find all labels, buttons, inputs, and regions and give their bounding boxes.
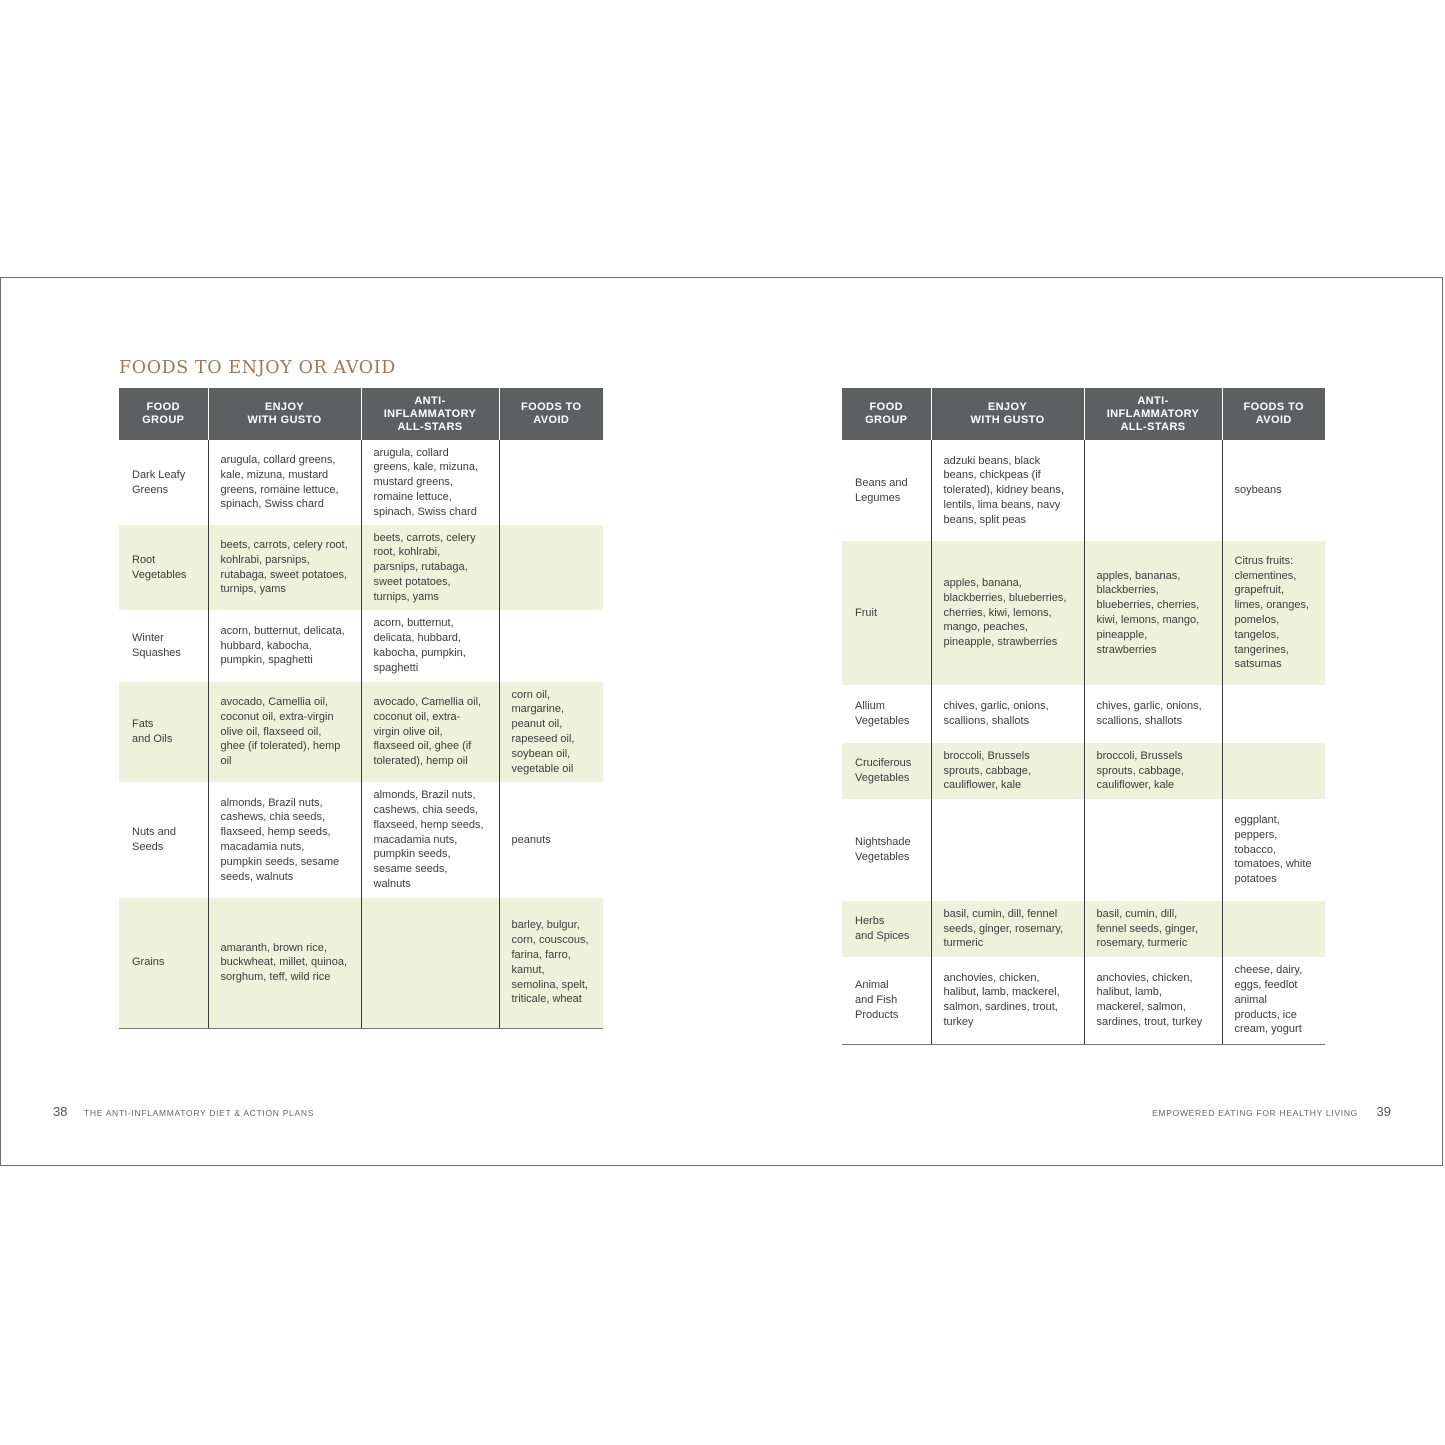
food-group-cell: Beans and Legumes [855, 476, 908, 504]
table-row [119, 898, 603, 1028]
enjoy-cell: broccoli, Brussels sprouts, cabbage, cauliflower, kale [931, 743, 1084, 799]
enjoy-cell: apples, banana, blackberries, blueberries, cherries, kiwi, lemons, mango, peaches, pineapple, strawberries [931, 541, 1084, 685]
avoid-cell: barley, bulgur, corn, couscous, farina, farro, kamut, semolina, spelt, triticale, wheat [499, 898, 603, 1028]
table-row [842, 901, 1325, 957]
food-group-cell: Dark Leafy Greens [132, 468, 186, 496]
table-row [119, 682, 603, 782]
all-stars-cell [1084, 440, 1222, 541]
table-row [119, 525, 603, 610]
food-group-cell: Nuts and Seeds [132, 826, 177, 853]
enjoy-cell: adzuki beans, black beans, chickpeas (if tolerated), kidney beans, lentils, lima beans, navy beans, split peas [931, 440, 1084, 541]
avoid-cell [499, 610, 603, 682]
enjoy-cell: acorn, butternut, delicata, hubbard, kabocha, pumpkin, spaghetti [208, 610, 361, 682]
food-group-cell: Herbs and Spices [842, 901, 931, 957]
page-number-right: 39 [1376, 1104, 1391, 1119]
all-stars-cell: acorn, butternut, delicata, hubbard, kabocha, pumpkin, spaghetti [361, 610, 499, 682]
all-stars-cell: beets, carrots, celery root, kohlrabi, parsnips, rutabaga, sweet potatoes, turnips, yams [361, 525, 499, 610]
table-row [842, 685, 1325, 743]
all-stars-cell: almonds, Brazil nuts, cashews, chia seeds, flaxseed, hemp seeds, macadamia nuts, pumpkin seeds, sesame seeds, walnuts [361, 782, 499, 898]
avoid-cell [499, 440, 603, 525]
food-group-cell: Fruit [842, 541, 931, 685]
food-group-cell: Root Vegetables [119, 525, 208, 610]
enjoy-cell: amaranth, brown rice, buckwheat, millet, quinoa, sorghum, teff, wild rice [208, 898, 361, 1028]
table-row [842, 799, 1325, 901]
header-foods-to-avoid: FOODS TO AVOID [499, 388, 603, 440]
all-stars-cell: broccoli, Brussels sprouts, cabbage, cauliflower, kale [1084, 743, 1222, 799]
page-title: FOODS TO ENJOY OR AVOID [119, 358, 396, 378]
table-row [119, 610, 603, 682]
food-group-cell: Allium Vegetables [855, 700, 910, 727]
all-stars-cell: avocado, Camellia oil, coconut oil, extra-virgin olive oil, flaxseed oil, ghee (if tolerated), hemp oil [361, 682, 499, 782]
all-stars-cell: arugula, collard greens, kale, mizuna, mustard greens, romaine lettuce, spinach, Swiss chard [361, 440, 499, 525]
header-foods-to-avoid: FOODS TO AVOID [1222, 388, 1325, 440]
header-anti-inflammatory-all-stars: ANTI- INFLAMMATORY ALL-STARS [361, 388, 499, 440]
page-number-left: 38 [53, 1104, 68, 1119]
avoid-cell [499, 525, 603, 610]
all-stars-cell: basil, cumin, dill, fennel seeds, ginger, rosemary, turmeric [1084, 901, 1222, 957]
running-title-left: THE ANTI-INFLAMMATORY DIET & ACTION PLANS [84, 1108, 315, 1118]
food-group-cell: Cruciferous Vegetables [842, 743, 931, 799]
table-header-row [119, 388, 603, 440]
table-header-row [842, 388, 1325, 440]
enjoy-cell: anchovies, chicken, halibut, lamb, mackerel, salmon, sardines, trout, turkey [931, 957, 1084, 1044]
all-stars-cell: chives, garlic, onions, scallions, shallots [1084, 685, 1222, 743]
all-stars-cell [1084, 799, 1222, 901]
avoid-cell [1222, 685, 1325, 743]
header-anti-inflammatory-all-stars: ANTI- INFLAMMATORY ALL-STARS [1084, 388, 1222, 440]
avoid-cell: peanuts [499, 782, 603, 898]
running-title-right: EMPOWERED EATING FOR HEALTHY LIVING [1152, 1108, 1358, 1118]
enjoy-cell: basil, cumin, dill, fennel seeds, ginger, rosemary, turmeric [931, 901, 1084, 957]
table-row [842, 743, 1325, 799]
header-enjoy-with-gusto: ENJOY WITH GUSTO [208, 388, 361, 440]
table-row [842, 541, 1325, 685]
food-group-cell: Winter Squashes [132, 632, 181, 659]
avoid-cell [1222, 901, 1325, 957]
enjoy-cell: beets, carrots, celery root, kohlrabi, parsnips, rutabaga, sweet potatoes, turnips, yams [208, 525, 361, 610]
avoid-cell: eggplant, peppers, tobacco, tomatoes, white potatoes [1222, 799, 1325, 901]
food-group-cell: Nightshade Vegetables [855, 836, 911, 863]
all-stars-cell: anchovies, chicken, halibut, lamb, mackerel, salmon, sardines, trout, turkey [1084, 957, 1222, 1044]
food-group-cell: Animal and Fish Products [842, 957, 931, 1044]
foods-table-right [842, 388, 1325, 1045]
all-stars-cell: apples, bananas, blackberries, blueberries, cherries, kiwi, lemons, mango, pineapple, strawberries [1084, 541, 1222, 685]
enjoy-cell [931, 799, 1084, 901]
food-group-cell: Grains [119, 898, 208, 1028]
header-food-group: FOOD GROUP [842, 388, 931, 440]
enjoy-cell: chives, garlic, onions, scallions, shallots [931, 685, 1084, 743]
table-row [119, 440, 603, 525]
table-row [119, 782, 603, 898]
food-group-cell: Fats and Oils [119, 682, 208, 782]
enjoy-cell: arugula, collard greens, kale, mizuna, mustard greens, romaine lettuce, spinach, Swiss chard [208, 440, 361, 525]
foods-table-left [119, 388, 603, 1029]
avoid-cell [1222, 743, 1325, 799]
all-stars-cell [361, 898, 499, 1028]
header-enjoy-with-gusto: ENJOY WITH GUSTO [931, 388, 1084, 440]
avoid-cell: soybeans [1222, 440, 1325, 541]
avoid-cell: corn oil, margarine, peanut oil, rapeseed oil, soybean oil, vegetable oil [499, 682, 603, 782]
table-row [842, 957, 1325, 1044]
table-row [842, 440, 1325, 541]
enjoy-cell: avocado, Camellia oil, coconut oil, extra-virgin olive oil, flaxseed oil, ghee (if tolerated), hemp oil [208, 682, 361, 782]
header-food-group: FOOD GROUP [119, 388, 208, 440]
avoid-cell: cheese, dairy, eggs, feedlot animal products, ice cream, yogurt [1222, 957, 1325, 1044]
avoid-cell: Citrus fruits: clementines, grapefruit, limes, oranges, pomelos, tangelos, tangerines, satsumas [1222, 541, 1325, 685]
enjoy-cell: almonds, Brazil nuts, cashews, chia seeds, flaxseed, hemp seeds, macadamia nuts, pumpkin seeds, sesame seeds, walnuts [208, 782, 361, 898]
